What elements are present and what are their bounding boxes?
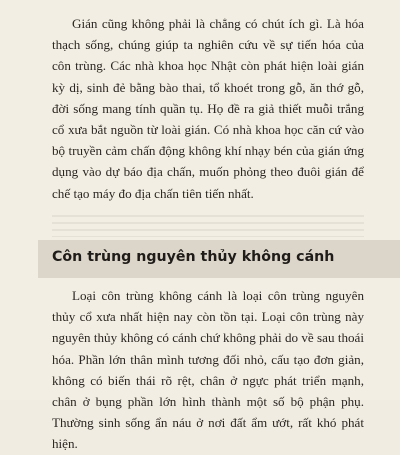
bleed-through-text — [52, 215, 364, 237]
section-heading: Côn trùng nguyên thủy không cánh — [52, 249, 335, 265]
paragraph-wingless-insects: Loại côn trùng không cánh là loại côn trùng nguyên thủy cổ xưa nhất hiện nay còn tồn tại. Loại côn trùng này nguyên thủy không có cánh chứ không phải do về sau thoái hóa. Phần lớn thân mình tương đối nhỏ, cấu tạo đơn giản, không có biến thái rõ rệt, chân ở ngực phát triển mạnh, chân ở bụng phần lớn hình thành một số bộ phận phụ. Thường sinh sống ẩn náu ở nơi đất ẩm ướt, rất khó phát hiện. — [52, 288, 364, 452]
paragraph-cockroach-usefulness: Gián cũng không phải là chẳng có chút ích gì. Là hóa thạch sống, chúng giúp ta nghiên cứu về sự tiến hóa của côn trùng. Các nhà khoa học Nhật còn phát hiện loài gián kỳ dị, sinh đẻ bằng bào thai, tổ khoét trong gỗ, ăn thớ gỗ, đời sống mang tính quần tụ. Họ đề ra giả thiết muỗi trắng cổ xưa bắt nguồn từ loài gián. Có nhà khoa học căn cứ vào bộ truyền cảm chấn động không khí nhạy bén của gián ứng dụng vào dự báo địa chấn, muốn phỏng theo đuôi gián để chế tạo máy đo địa chấn tiên tiến nhất. — [52, 16, 364, 201]
top-text-block — [52, 13, 364, 204]
bottom-text-block — [52, 285, 364, 455]
